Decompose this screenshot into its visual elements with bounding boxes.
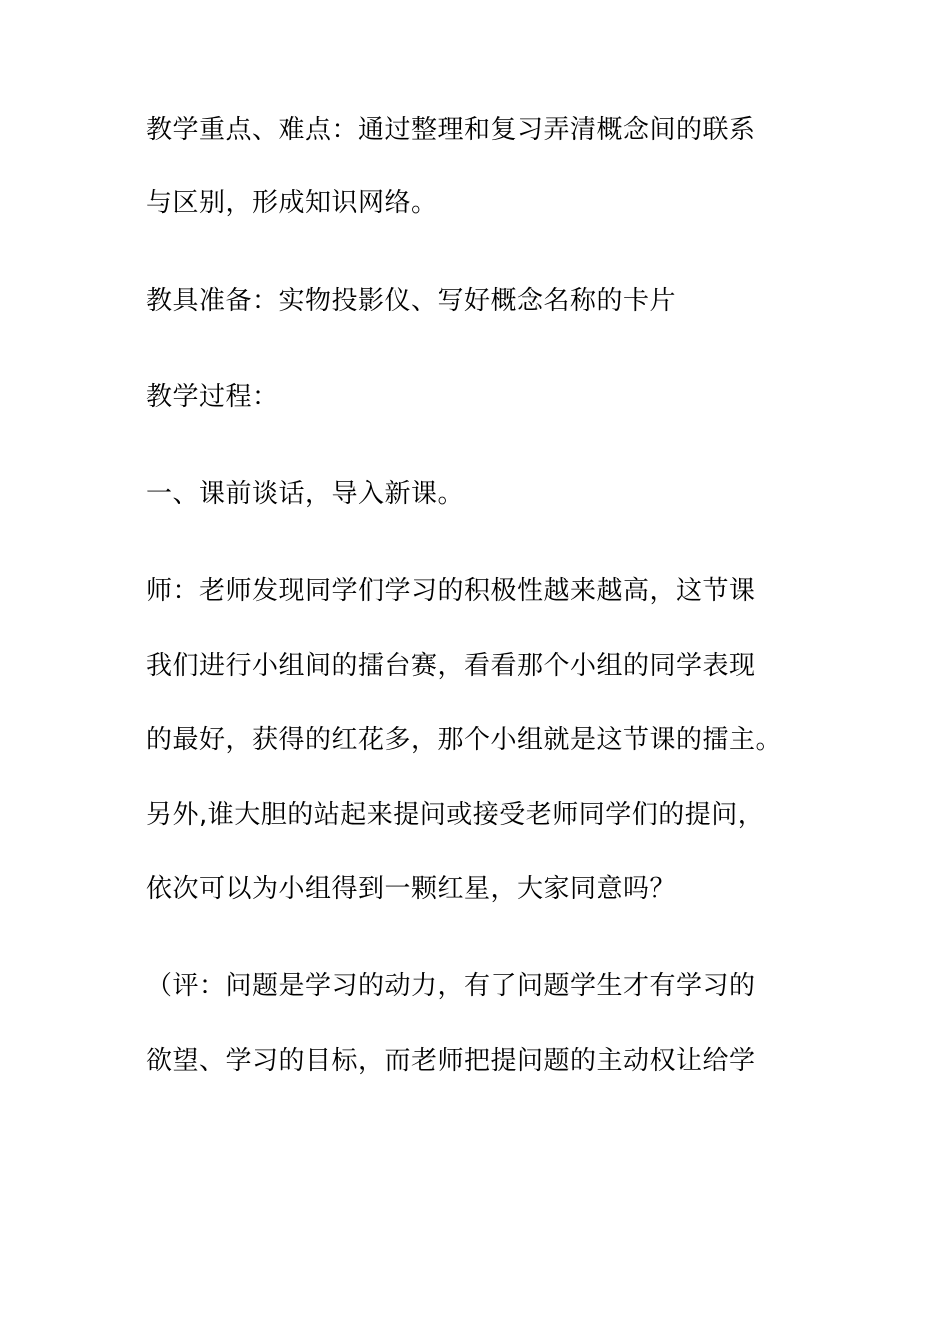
text-line: 我们进行小组间的擂台赛，看看那个小组的同学表现 xyxy=(146,651,756,681)
text-line: 师：老师发现同学们学习的积极性越来越高，这节课 xyxy=(146,576,756,606)
text-line: 欲望、学习的目标，而老师把提问题的主动权让给学 xyxy=(146,1046,756,1076)
text-line: 教具准备：实物投影仪、写好概念名称的卡片 xyxy=(146,286,677,316)
text-line: 一、课前谈话，导入新课。 xyxy=(146,479,465,509)
text-line: 的最好，获得的红花多，那个小组就是这节课的擂主。 xyxy=(146,725,783,755)
text-line: 教学过程： xyxy=(146,382,279,412)
text-line: 教学重点、难点：通过整理和复习弄清概念间的联系 xyxy=(146,115,756,145)
text-line: 与区别，形成知识网络。 xyxy=(146,188,438,218)
text-line: 依次可以为小组得到一颗红星，大家同意吗？ xyxy=(146,874,677,904)
text-line: （评：问题是学习的动力，有了问题学生才有学习的 xyxy=(146,971,756,1001)
text-line: 另外,谁大胆的站起来提问或接受老师同学们的提问， xyxy=(146,800,765,830)
